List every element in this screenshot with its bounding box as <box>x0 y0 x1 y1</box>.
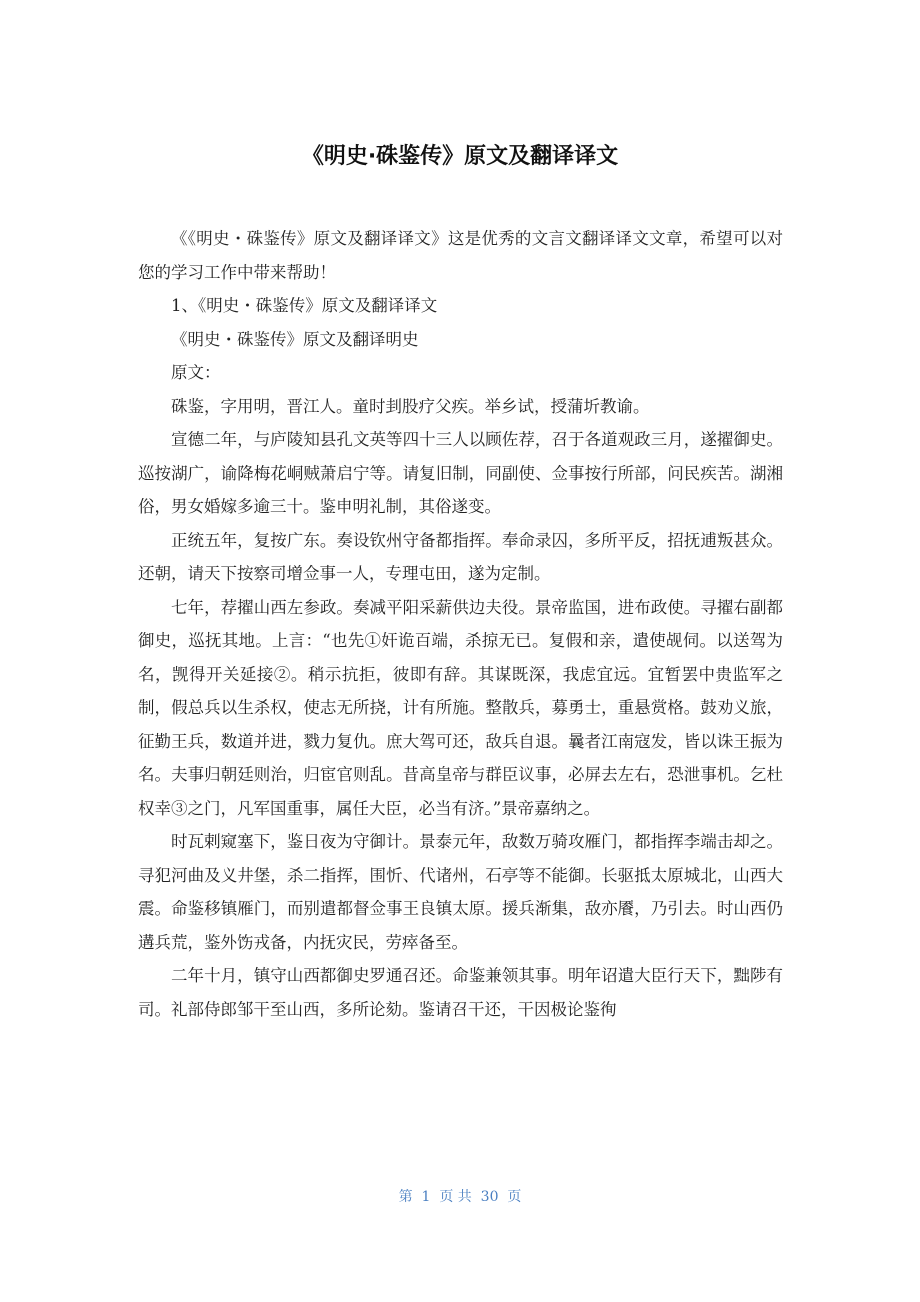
document-title: 《明史·硃鉴传》原文及翻译译文 <box>301 144 619 169</box>
body-paragraph: 正统五年，复按广东。奏设钦州守备都指挥。奉命录囚，多所平反，招抚逋叛甚众。还朝，请天下按察司增佥事一人，专理屯田，遂为定制。 <box>138 530 783 583</box>
section-heading: 1、《明史・硃鉴传》原文及翻译译文 <box>171 296 438 315</box>
body-paragraph: 宣德二年，与庐陵知县孔文英等四十三人以顾佐荐，召于各道观政三月，遂擢御史。巡按湖广，谕降梅花峒贼萧启宁等。请复旧制，同副使、佥事按行所部，问民疾苦。湖湘俗，男女婚嫁多逾三十。鉴申明礼制，其俗遂变。 <box>138 430 783 516</box>
intro-paragraph: 《《明史・硃鉴传》原文及翻译译文》这是优秀的文言文翻译译文文章，希望可以对您的学习工作中带来帮助！ <box>138 229 783 282</box>
original-text-label: 原文： <box>171 363 221 382</box>
body-paragraph: 二年十月，镇守山西都御史罗通召还。命鉴兼领其事。明年诏遣大臣行天下，黜陟有司。礼部侍郎邹干至山西，多所论劾。鉴请召干还，干因极论鉴徇 <box>138 966 783 1019</box>
body-paragraph: 时瓦剌窥塞下，鉴日夜为守御计。景泰元年，敌数万骑攻雁门，都指挥李端击却之。寻犯河曲及义井堡，杀二指挥，围忻、代诸州，石亭等不能御。长驱抵太原城北，山西大震。命鉴移镇雁门，而别遣都督佥事王良镇太原。援兵渐集，敌亦餍，乃引去。时山西仍遘兵荒，鉴外饬戎备，内抚灾民，劳瘁备至。 <box>138 832 783 952</box>
body-paragraph: 七年，荐擢山西左参政。奏减平阳采薪供边夫役。景帝监国，进布政使。寻擢右副都御史，巡抚其地。上言：“也先①奸诡百端，杀掠无已。复假和亲，遣使觇伺。以送驾为名，觊得开关延接②。稍示抗拒，彼即有辞。其谋既深，我虑宜远。宜暂罢中贵监军之制，假总兵以生杀权，使志无所挠，计有所施。整散兵，募勇士，重悬赏格。鼓劝义旅，征勤王兵，数道并进，戮力复仇。庶大驾可还，敌兵自退。曩者江南寇发，皆以诛王振为名。夫事归朝廷则治，归宦官则乱。昔高皇帝与群臣议事，必屏去左右，恐泄事机。乞杜权幸③之门，凡军国重事，属任大臣，必当有济。”景帝嘉纳之。 <box>138 597 783 818</box>
body-paragraph: 硃鉴，字用明，晋江人。童时刲股疗父疾。举乡试，授蒲圻教谕。 <box>171 396 650 416</box>
page-number-footer: 第 1 页 共 30 页 <box>398 1189 522 1205</box>
source-line: 《明史・硃鉴传》原文及翻译明史 <box>171 329 419 349</box>
document-body <box>138 222 783 1026</box>
